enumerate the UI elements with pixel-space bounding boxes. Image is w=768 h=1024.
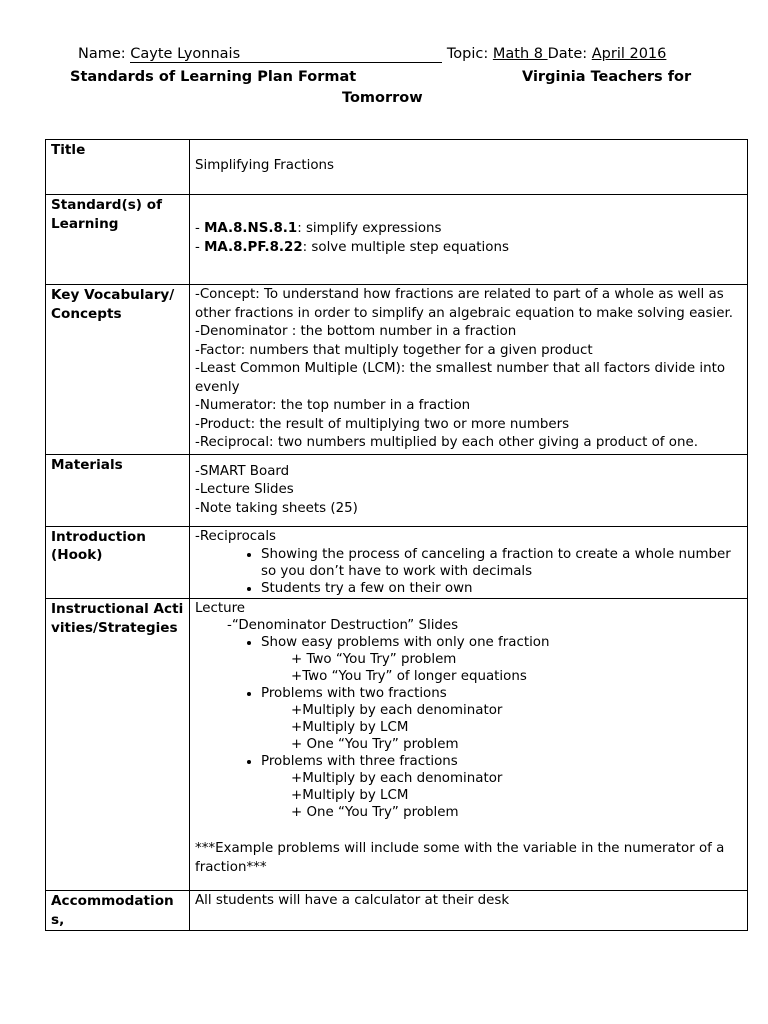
title-right: Virginia Teachers for xyxy=(522,69,692,85)
activities-subitem: +Multiply by each denominator xyxy=(291,703,503,718)
label-title: Title xyxy=(46,140,190,195)
value-activities xyxy=(190,599,748,891)
value-materials xyxy=(190,454,748,526)
activities-subitem: +Two “You Try” of longer equations xyxy=(291,669,527,684)
vocab-line: -Product: the result of multiplying two or more numbers xyxy=(195,416,570,432)
standard-code: MA.8.PF.8.22 xyxy=(204,239,303,255)
vocab-line: -Least Common Multiple (LCM): the smallest number that all factors divide into evenly xyxy=(195,361,726,395)
title-left: Standards of Learning Plan Format xyxy=(70,69,357,85)
row-vocab xyxy=(46,285,748,455)
row-title xyxy=(46,140,748,195)
value-intro xyxy=(190,526,748,599)
vocab-line: -Reciprocal: two numbers multiplied by each other giving a product of one. xyxy=(195,435,698,450)
activities-head: Lecture xyxy=(195,601,246,616)
label-materials: Materials xyxy=(46,454,190,526)
date-value: April 2016 xyxy=(591,46,667,62)
intro-bullet: • Students try a few on their own xyxy=(261,580,742,597)
topic-label: Topic: xyxy=(442,46,493,62)
row-activities xyxy=(46,599,748,891)
title-right-cont: Tomorrow xyxy=(342,90,423,106)
activities-subitem: + One “You Try” problem xyxy=(291,805,459,820)
standard-code: MA.8.NS.8.1 xyxy=(204,221,298,236)
plan-table xyxy=(45,139,748,931)
label-intro: Introduction (Hook) xyxy=(46,526,190,599)
row-standards xyxy=(46,195,748,285)
activities-bullet-1: • Show easy problems with only one fraction xyxy=(195,634,742,651)
activities-bullet-2: • Problems with two fractions xyxy=(195,685,742,702)
vocab-line: -Denominator : the bottom number in a fraction xyxy=(195,324,517,339)
intro-head: -Reciprocals xyxy=(195,528,277,544)
name-label: Name: xyxy=(78,46,131,62)
material-line: -Lecture Slides xyxy=(195,482,294,497)
activities-subitem: +Multiply by each denominator xyxy=(291,771,503,786)
value-title xyxy=(190,140,748,195)
activities-subitem: + One “You Try” problem xyxy=(291,737,459,752)
title-text: Simplifying Fractions xyxy=(195,158,334,173)
value-standards xyxy=(190,195,748,285)
standard-item: - MA.8.NS.8.1: simplify expressions xyxy=(195,221,442,236)
name-value-field xyxy=(130,47,442,63)
activities-subitem: +Multiply by LCM xyxy=(291,720,409,735)
activities-subitem: +Multiply by LCM xyxy=(291,788,409,803)
label-accommodations: Accommodations, xyxy=(46,891,190,931)
intro-bullets xyxy=(195,546,742,597)
vocab-line: -Factor: numbers that multiply together for a given product xyxy=(195,342,593,358)
label-vocab: Key Vocabulary/ Concepts xyxy=(46,285,190,455)
intro-bullet: • Showing the process of canceling a fraction to create a whole number so you don’t have to work with decimals xyxy=(261,546,742,580)
date-label: Date: xyxy=(547,46,592,62)
row-materials xyxy=(46,454,748,526)
activities-note: ***Example problems will include some with the variable in the numerator of a fraction*** xyxy=(195,841,725,875)
vocab-line: -Concept: To understand how fractions are related to part of a whole as well as other fractions in order to simplify an algebraic equation to make solving easier. xyxy=(195,287,733,321)
activities-sub: -“Denominator Destruction” Slides xyxy=(227,618,459,633)
name-value: Cayte Lyonnais xyxy=(130,46,241,62)
header-line xyxy=(78,46,718,63)
activities-subitem: + Two “You Try” problem xyxy=(291,652,457,667)
activities-bullet-3: • Problems with three fractions xyxy=(195,753,742,770)
topic-value: Math 8 xyxy=(492,46,548,62)
label-standards: Standard(s) of Learning xyxy=(46,195,190,285)
label-activities: Instructional Activities/Strategies xyxy=(46,599,190,891)
material-line: -SMART Board xyxy=(195,463,290,479)
row-accommodations xyxy=(46,891,748,931)
standard-item: - MA.8.PF.8.22: solve multiple step equations xyxy=(195,239,509,255)
value-vocab xyxy=(190,285,748,455)
material-line: -Note taking sheets (25) xyxy=(195,500,358,516)
vocab-line: -Numerator: the top number in a fraction xyxy=(195,398,471,413)
row-intro xyxy=(46,526,748,599)
value-accommodations: All students will have a calculator at their desk xyxy=(190,891,748,931)
